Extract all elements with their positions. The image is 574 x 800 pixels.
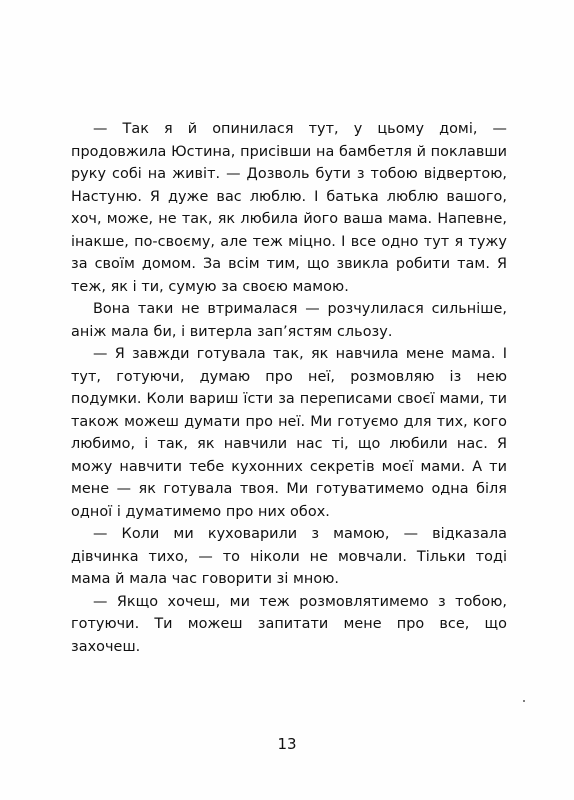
paragraph-1: — Так я й опинилася тут, у цьому домі, — продовжила Юстина, присівши на бамбетля й поклавши руку собі на живіт. — Дозволь бути з тобою відвертою, Настуню. Я дуже вас люблю. І батька люблю вашого, хоч, може, не так, як любила його ваша мама. Напевне, інакше, по-своєму, але теж міцно. І все одно тут я тужу за своїм домом. За всім тим, що звикла робити там. Я теж, як і ти, сумую за своєю мамою. bbox=[71, 121, 507, 295]
paragraph-5: — Якщо хочеш, ми теж розмовлятимемо з тобою, готуючи. Ти можеш запитати мене про все, що захочеш. bbox=[71, 593, 507, 655]
paragraph-3: — Я завжди готувала так, як навчила мене мама. І тут, готуючи, думаю про неї, розмовляю із нею подумки. Коли вариш їсти за переписами своєї мами, ти також можеш думати про неї. Ми готуємо для тих, кого любимо, і так, як навчили нас ті, що любили нас. Я можу навчити тебе кухонних секретів моєї мами. А ти мене — як готувала твоя. Ми готуватимемо одна біля одної і думатимемо про них обох. bbox=[71, 346, 507, 520]
paragraph-2: Вона таки не втрималася — розчулилася сильніше, аніж мала би, і витерла зап’ястям сльозу. bbox=[71, 301, 507, 340]
paragraph-4: — Коли ми куховарили з мамою, — відказала дівчинка тихо, — то ніколи не мовчали. Тільки тоді мама й мала час говорити зі мною. bbox=[71, 526, 507, 587]
page-number: 13 bbox=[277, 735, 297, 753]
scan-speck bbox=[523, 700, 525, 702]
body-text bbox=[71, 118, 507, 658]
